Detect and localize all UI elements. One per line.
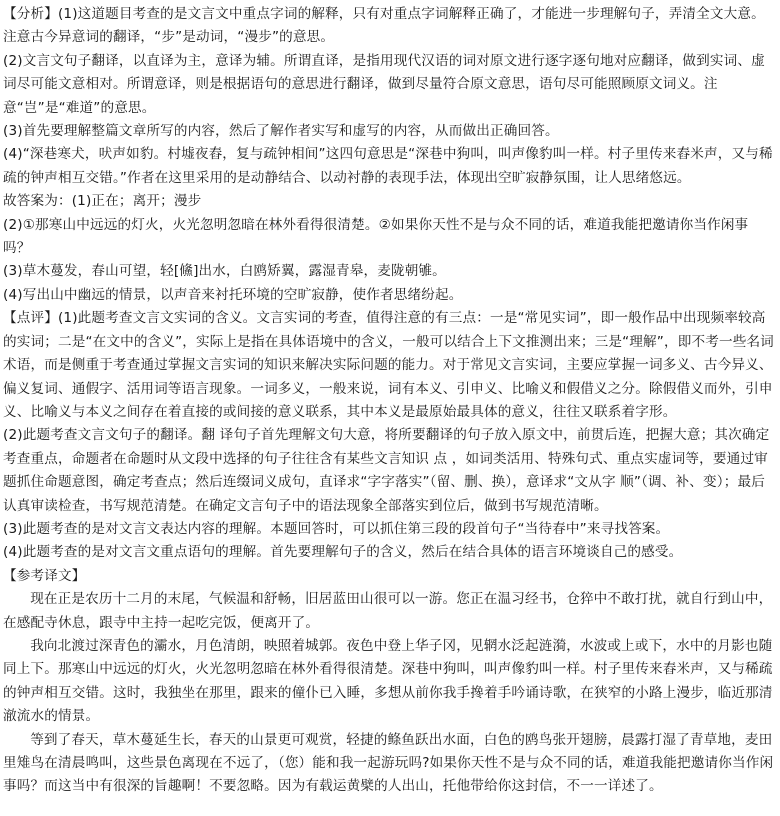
paragraph: (3)此题考查的是对文言文表达内容的理解。本题回答时，可以抓住第三段的段首句子“当待春中”来寻找答案。: [3, 520, 670, 537]
paragraph: (3)首先要理解整篇文章所写的内容，然后了解作者实写和虚写的内容，从而做出正确回答。: [3, 123, 559, 140]
paragraph: (4)写出山中幽远的情景，以声音来衬托环境的空旷寂静，使作者思绪纷起。: [3, 286, 463, 303]
paragraph: (2)此题考查文言文句子的翻译。翻 译句子首先理解文句大意，将所要翻译的句子放入原文中，前贯后连，把握大意；其次确定考查重点，命题者在命题时从文段中选择的句子往往含有某些文言知识 点 ，如词类活用、特殊句式、重点实虚词等，要通过审题抓住命题意图，确定考查点；然后连缀词义成句，直译求“字字落实”（留、删、换），意译求“文从字 顺”（调、补、变）；最后认真审读检查，书写规范清楚。在确定文言句子中的语法现象全部落实到位后，做到书写规范清晰。: [3, 427, 770, 514]
paragraph: 我向北渡过深青色的灞水，月色清朗，映照着城郭。夜色中登上华子冈，见辋水泛起涟漪，水波或上或下，水中的月影也随同上下。那寒山中远远的灯火，火光忽明忽暗在林外看得很清楚。深巷中狗叫，叫声像豹叫一样。村子里传来舂米声，又与稀疏的钟声相互交错。这时，我独坐在那里，跟来的僮仆已入睡，多想从前你我手搀着手吟诵诗歌，在狭窄的小路上漫步，临近那清澈流水的情景。: [3, 637, 773, 725]
paragraph: 现在正是农历十二月的末尾，气候温和舒畅，旧居蓝田山很可以一游。您正在温习经书，仓猝中不敢打扰，就自行到山中，在感配寺休息，跟寺中主持一起吃完饭，便离开了。: [3, 591, 773, 631]
paragraph: (4)此题考查的是对文言文重点语句的理解。首先要理解句子的含义，然后在结合具体的语言环境谈自己的感受。: [3, 544, 683, 561]
paragraph: (2)①那寒山中远远的灯火，火光忽明忽暗在林外看得很清楚。②如果你天性不是与众不同的话，难道我能把邀请你当作闲事吗？: [3, 216, 749, 257]
paragraph: 【分析】(1)这道题目考查的是文言文中重点字词的解释，只有对重点字词解释正确了，才能进一步理解句子，弄清全文大意。注意古今异意词的翻译，“步”是动词，“漫步”的意思。: [3, 6, 765, 46]
paragraph: (2)文言文句子翻译，以直译为主，意译为辅。所谓直译，是指用现代汉语的词对原文进行逐字逐句地对应翻译，做到实词、虚词尽可能文意相对。所谓意译，则是根据语句的意思进行翻译，做到尽量符合原文意思，语句尽可能照顾原文词义。注意“岂”是“难道”的意思。: [3, 52, 765, 116]
paragraph: (4)“深巷寒犬，吠声如豹。村墟夜舂，复与疏钟相间”这四句意思是“深巷中狗叫，叫声像豹叫一样。村子里传来舂米声，又与稀疏的钟声相互交错。”作者在这里采用的是动静结合、以动衬静的表现手法，体现出空旷寂静氛围，让人思绪悠远。: [3, 146, 773, 186]
paragraph: 【参考译文】: [3, 567, 86, 584]
paragraph: 【点评】(1)此题考查文言文实词的含义。文言实词的考查，值得注意的有三点：一是“常见实词”，即一般作品中出现频率较高的实词；二是“在文中的含义”，实际上是指在具体语境中的含义，一般可以结合上下文推测出来；三是“理解”，即不考一些名词术语，而是侧重于考查通过掌握文言实词的知识来解决实际问题的能力。对于常见文言实词，主要应掌握一词多义、古今异义、偏义复词、通假字、活用词等语言现象。一词多义，一般来说，词有本义、引申义、比喻义和假借义之分。除假借义而外，引申义、比喻义与本义之间存在着直接的或间接的意义联系，其中本义是最原始最具体的意义，往往又联系着字形。: [3, 310, 774, 420]
paragraph: 等到了春天，草木蔓延生长，春天的山景更可观赏，轻捷的鲦鱼跃出水面，白色的鸥鸟张开翅膀，晨露打湿了青草地，麦田里雉鸟在清晨鸣叫，这些景色离现在不远了，（您）能和我一起游玩吗?如果你天性不是与众不同的话，难道我能把邀请你当作闲事吗？而这当中有很深的旨趣啊！不要忽略。因为有载运黄檗的人出山，托他带给你这封信，不一一详述了。: [3, 731, 774, 795]
paragraph: (3)草木蔓发，春山可望，轻[鯈]出水，白鸥矫翼，露湿青皋，麦陇朝雊。: [3, 263, 446, 280]
paragraph: 故答案为：(1)正在；离开；漫步: [3, 193, 202, 210]
